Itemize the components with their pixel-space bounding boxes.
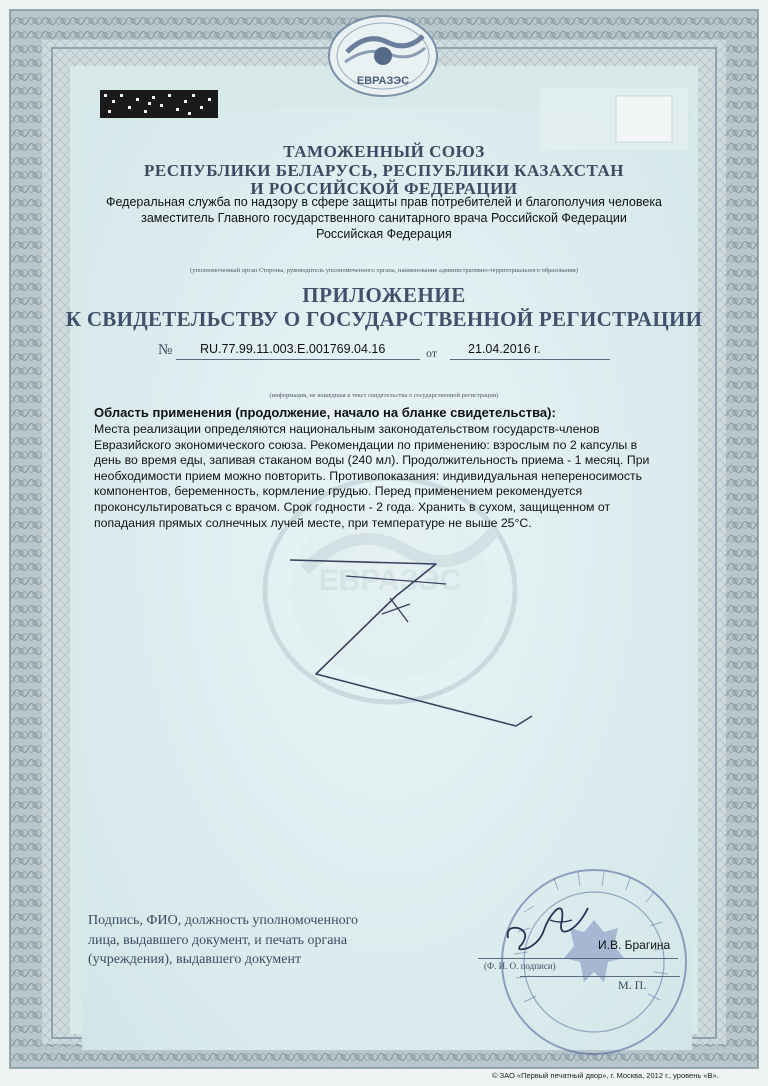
stamp-underline [520, 976, 680, 977]
authority-line-2: заместитель Главного государственного санитарного врача Российской Федерации [141, 211, 627, 225]
evrazes-emblem-logo [327, 12, 439, 98]
authority-block [0, 194, 768, 242]
header-line-1: ТАМОЖЕННЫЙ СОЮЗ [283, 142, 485, 161]
section-title: Область применения (продолжение, начало на бланке свидетельства): [94, 405, 556, 420]
authority-caption: (уполномоченный орган Стороны, руководитель уполномоченного органа, наименование административно-территориального образования) [190, 267, 578, 274]
hologram-area [540, 88, 688, 150]
emblem-text: ЕВРАЗЭС [356, 75, 410, 87]
security-barcode [100, 90, 218, 118]
fio-caption: (Ф. И. О. подписи) [484, 961, 556, 971]
svg-text:ЕВРАЗЭС: ЕВРАЗЭС [318, 564, 462, 597]
authority-line-3: Российская Федерация [316, 227, 452, 241]
authority-line-1: Федеральная служба по надзору в сфере защиты прав потребителей и благополучия человека [105, 195, 663, 209]
printer-footer: © ЗАО «Первый печатный двор», г. Москва, 2012 г., уровень «В». [492, 1071, 719, 1080]
document-title-line-1: ПРИЛОЖЕНИЕ [302, 283, 466, 307]
header-line-2: РЕСПУБЛИКИ БЕЛАРУСЬ, РЕСПУБЛИКИ КАЗАХСТАН [144, 161, 624, 180]
date-underline [450, 359, 610, 360]
signature-caption [88, 911, 358, 970]
date-from-label: от [426, 346, 438, 360]
section-body [94, 422, 684, 531]
registration-line [158, 338, 610, 360]
number-sign: № [158, 342, 173, 358]
body-line: день во время еды, запивая стаканом воды (240 мл). Продолжительность приема - 1 месяц. При [94, 453, 650, 468]
signature-caption-line: (учреждения), выдавшего документ [88, 952, 302, 967]
number-underline [176, 359, 420, 360]
body-line: необходимости прием можно повторить. Противопоказания: индивидуальная непереносимость [94, 468, 643, 483]
body-line: Евразийского экономического союза. Рекомендации по применению: взрослым по 2 капсулы в [94, 437, 638, 452]
body-line: компонентов, беременность, кормление грудью. Перед применением рекомендуется [94, 484, 583, 499]
signer-name: И.В. Брагина [598, 938, 671, 952]
stamp-place-label: М. П. [618, 978, 647, 992]
body-line: проконсультироваться с врачом. Срок годности - 2 года. Хранить в сухом, защищенном от [94, 499, 611, 514]
fio-underline [478, 958, 678, 959]
registration-date: 21.04.2016 г. [468, 342, 541, 356]
signature-caption-line: лица, выдавшего документ, и печать органа [88, 932, 348, 948]
registration-caption: (информация, не вошедшая в текст свидетельства о государственной регистрации) [269, 392, 499, 399]
document-title-line-2: К СВИДЕТЕЛЬСТВУ О ГОСУДАРСТВЕННОЙ РЕГИСТРАЦИИ [65, 307, 703, 331]
registration-number: RU.77.99.11.003.E.001769.04.16 [200, 342, 386, 356]
signature-caption-line: Подпись, ФИО, должность уполномоченного [88, 913, 358, 928]
body-line: попадания прямых солнечных лучей месте, при температуре не выше 25°С. [94, 515, 532, 530]
cancellation-scribble [286, 556, 556, 736]
header-line-3: И РОССИЙСКОЙ ФЕДЕРАЦИИ [250, 179, 518, 198]
body-line: Места реализации определяются национальным законодательством государств-членов [94, 422, 600, 436]
handwritten-signature [500, 890, 596, 960]
